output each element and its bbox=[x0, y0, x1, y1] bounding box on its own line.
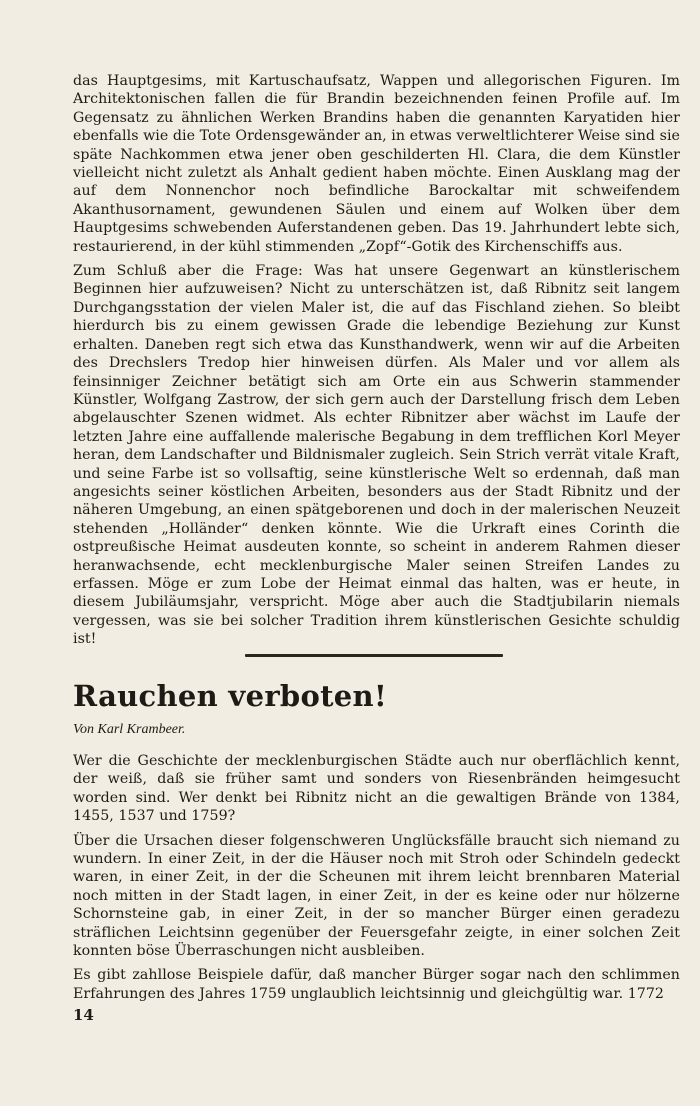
paragraph: Wer die Geschichte der mecklenburgischen Städte auch nur oberflächlich kennt, der weiß, daß sie früher samt und sonders von Riesenbränden heimgesucht worden sind. Wer denkt bei Ribnitz nicht an die gewaltigen Brände von 1384, 1455, 1537 und 1759? bbox=[73, 753, 680, 825]
article-byline: Von Karl Krambeer. bbox=[73, 722, 186, 737]
section-divider bbox=[245, 654, 503, 657]
paragraph: Zum Schluß aber die Frage: Was hat unsere Gegenwart an künstlerischem Beginnen hier aufzuweisen? Nicht zu unterschätzen ist, daß Ribnitz seit langem Durchgangsstation der vielen Maler ist, die auf das Fischland ziehen. So bleibt hierdurch bis zu einem gewissen Grade die lebendige Beziehung zur Kunst erhalten. Daneben regt sich etwa das Kunsthandwerk, wenn wir auf die Arbeiten des Drechslers Tredop hier hinweisen dürfen. Als Maler und vor allem als feinsinniger Zeichner betätigt sich am Orte ein aus Schwerin stammender Künstler, Wolfgang Zastrow, der sich gern auch der Darstellung frisch dem Leben abgelauschter Szenen widmet. Als echter Ribnitzer aber wächst im Laufe der letzten Jahre eine auffallende malerische Begabung in dem trefflichen Korl Meyer heran, dem Landschafter und Bildnismaler zugleich. Sein Strich verrät vitale Kraft, und seine Farbe ist so vollsaftig, seine künstlerische Welt so erdennah, daß man angesichts seiner köstlichen Arbeiten, besonders aus der Stadt Ribnitz und der näheren Umgebung, an einen spätgeborenen und doch in der malerischen Neuzeit stehenden „Holländer“ denken könnte. Wie die Urkraft eines Corinth die ostpreußische Heimat ausdeuten konnte, so scheint in anderem Rahmen dieser heranwachsende, echt mecklenburgische Maler seinen Streifen Landes zu erfassen. Möge er zum Lobe der Heimat einmal das halten, was er heute, in diesem Jubiläumsjahr, verspricht. Möge aber auch die Stadtjubilarin niemals vergessen, was sie bei solcher Tradition ihrem künstlerischen Gesichte schuldig ist! bbox=[73, 263, 680, 648]
page-number: 14 bbox=[73, 1006, 94, 1024]
continued-article-text bbox=[73, 72, 680, 655]
paragraph: das Hauptgesims, mit Kartuschaufsatz, Wappen und allegorischen Figuren. Im Architektonischen fallen die für Brandin bezeichnenden feinen Profile auf. Im Gegensatz zu ähnlichen Werken Brandins haben die genannten Karyatiden hier ebenfalls wie die Tote Ordensgewänder an, in etwas verweltlichterer Weise sind sie späte Nachkommen etwa jener oben geschilderten Hl. Clara, die dem Künstler vielleicht nicht zuletzt als Anhalt gedient haben möchte. Einen Ausklang mag der auf dem Nonnenchor noch befindliche Barockaltar mit schweifendem Akanthusornament, gewundenen Säulen und einem auf Wolken über dem Hauptgesims schwebenden Auferstandenen geben. Das 19. Jahrhundert lebte sich, restaurierend, in der kühl stimmenden „Zopf“-Gotik des Kirchenschiffs aus. bbox=[73, 73, 680, 255]
paragraph: Über die Ursachen dieser folgenschweren Unglücksfälle braucht sich niemand zu wundern. In einer Zeit, in der die Häuser noch mit Stroh oder Schindeln gedeckt waren, in einer Zeit, in der die Scheunen mit ihrem leicht brennbaren Material noch mitten in der Stadt lagen, in einer Zeit, in der es keine oder nur hölzerne Schornsteine gab, in einer Zeit, in der so mancher Bürger einen geradezu sträflichen Leichtsinn gegenüber der Feuersgefahr zeigte, in einer solchen Zeit konnten böse Überraschungen nicht ausbleiben. bbox=[73, 832, 680, 960]
paragraph: Es gibt zahllose Beispiele dafür, daß mancher Bürger sogar nach den schlimmen Erfahrungen des Jahres 1759 unglaublich leichtsinnig und gleichgültig war. 1772 bbox=[73, 967, 680, 1002]
article-body bbox=[73, 752, 680, 1009]
article-title: Rauchen verboten! bbox=[73, 679, 387, 713]
